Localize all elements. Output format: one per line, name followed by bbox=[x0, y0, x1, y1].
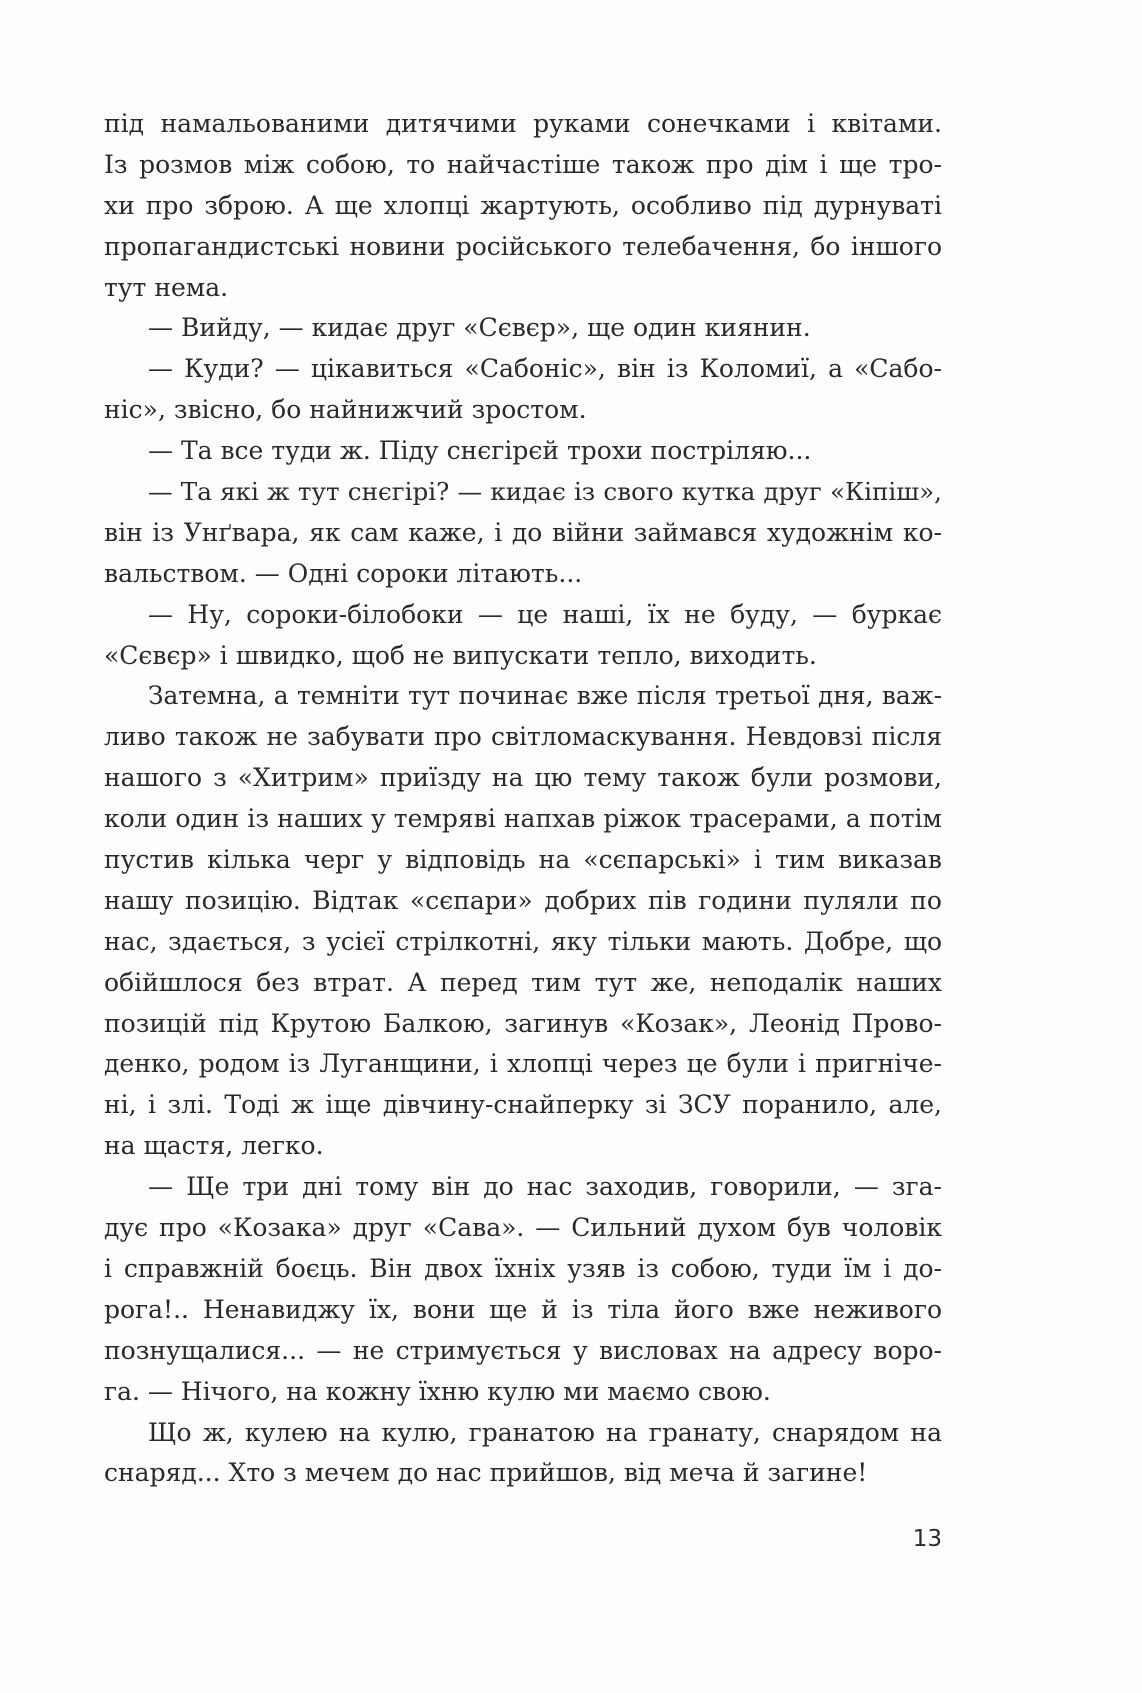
text-line: Із розмов між собою, то найчастіше також про дім і ще тро- bbox=[104, 149, 942, 179]
text-line: обійшлося без втрат. А перед тим тут же, неподалік наших bbox=[104, 967, 942, 997]
text-line: хи про зброю. А ще хлопці жартують, особливо під дурнуваті bbox=[104, 190, 942, 220]
text-line: ніс», звісно, бо найнижчий зростом. bbox=[104, 395, 587, 425]
text-line: — Та все туди ж. Піду снєгірєй трохи постріляю... bbox=[148, 436, 812, 466]
text-line: снаряд... Хто з мечем до нас прийшов, від меча й загине! bbox=[104, 1458, 868, 1488]
text-line: денко, родом із Луганщини, і хлопці через це були і пригніче- bbox=[104, 1049, 942, 1079]
text-line: «Сєвєр» і швидко, щоб не випускати тепло, виходить. bbox=[104, 640, 817, 670]
text-line: під намальованими дитячими руками сонечками і квітами. bbox=[104, 109, 942, 138]
text-line: нашу позицію. Відтак «сєпари» добрих пів години пуляли по bbox=[104, 885, 942, 915]
text-line: Що ж, кулею на кулю, гранатою на гранату, снарядом на bbox=[148, 1417, 942, 1447]
text-line: нас, здається, з усієї стрілкотні, яку тільки мають. Добре, що bbox=[104, 926, 942, 956]
text-line: пропагандистські новини російського телебачення, бо іншого bbox=[104, 231, 942, 261]
text-line: познущалися... — не стримується у висловах на адресу воро- bbox=[104, 1335, 942, 1365]
text-line: рога!.. Ненавиджу їх, вони ще й із тіла його вже неживого bbox=[104, 1294, 942, 1324]
text-line: ливо також не забувати про світломаскування. Невдовзі після bbox=[104, 722, 942, 752]
text-line: позицій під Крутою Балкою, загинув «Козак», Леонід Прово- bbox=[104, 1008, 942, 1038]
text-line: тут нема. bbox=[104, 272, 229, 302]
text-line: нашого з «Хитрим» приїзду на цю тему також були розмови, bbox=[104, 763, 942, 793]
text-line: — Ще три дні тому він до нас заходив, говорили, — зга- bbox=[148, 1172, 942, 1202]
text-line: він із Унґвара, як сам каже, і до війни займався художнім ко- bbox=[104, 517, 942, 547]
text-line: і справжній боєць. Він двох їхніх узяв із собою, туди їм і до- bbox=[104, 1253, 942, 1283]
text-line: вальством. — Одні сороки літають... bbox=[104, 558, 583, 588]
text-line: на щастя, легко. bbox=[104, 1131, 324, 1161]
text-line: — Вийду, — кидає друг «Сєвєр», ще один киянин. bbox=[148, 313, 811, 343]
text-line: ні, і злі. Тоді ж іще дівчину-снайперку зі ЗСУ поранило, але, bbox=[104, 1090, 942, 1120]
text-line: — Куди? — цікавиться «Сабоніс», він із Коломиї, а «Сабо- bbox=[148, 354, 942, 384]
text-line: дує про «Козака» друг «Сава». — Сильний духом був чоловік bbox=[104, 1213, 942, 1243]
text-line: га. — Нічого, на кожну їхню кулю ми маємо свою. bbox=[104, 1376, 771, 1406]
body-text bbox=[104, 104, 942, 1494]
text-line: — Ну, сороки-білобоки — це наші, їх не буду, — буркає bbox=[148, 599, 942, 629]
text-line: Затемна, а темніти тут починає вже після третьої дня, важ- bbox=[148, 681, 942, 711]
page-number: 13 bbox=[912, 1526, 942, 1552]
text-line: — Та які ж тут снєгірі? — кидає із свого кутка друг «Кіпіш», bbox=[148, 477, 942, 507]
text-line: коли один із наших у темряві напхав ріжок трасерами, а потім bbox=[104, 804, 942, 834]
text-line: пустив кілька черг у відповідь на «сєпарські» і тим виказав bbox=[104, 845, 942, 875]
